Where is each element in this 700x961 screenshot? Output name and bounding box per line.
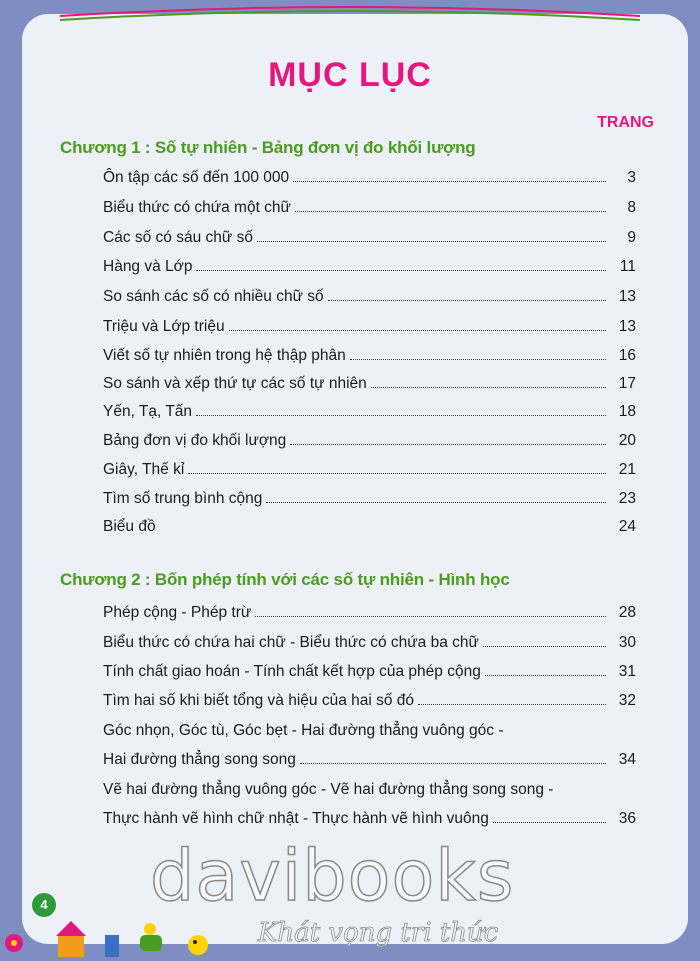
toc-item-page: 18 (618, 403, 636, 420)
toc-item-text: Biểu đồ (103, 518, 156, 535)
toc-item-page: 32 (618, 692, 636, 709)
toc-item-page: 16 (618, 347, 636, 364)
dot-leader (188, 473, 606, 474)
toc-item[interactable] (103, 686, 636, 710)
toc-item-text: Triệu và Lớp triệu (103, 318, 225, 335)
toc-item[interactable] (103, 775, 636, 799)
toc-item-page: 24 (618, 518, 636, 535)
page-title: MỤC LỤC (268, 56, 432, 94)
toc-item-text: Hai đường thẳng song song (103, 751, 296, 768)
toc-item-page: 20 (618, 432, 636, 449)
dot-leader (371, 387, 606, 388)
dot-leader (266, 502, 606, 503)
toc-item[interactable] (103, 341, 636, 365)
toc-item-text: So sánh và xếp thứ tự các số tự nhiên (103, 375, 367, 392)
toc-item[interactable] (103, 163, 636, 187)
dot-leader (493, 822, 606, 823)
toc-item-text: Giây, Thế kỉ (103, 461, 185, 478)
toc-item-page: 17 (618, 375, 636, 392)
dot-leader (257, 241, 606, 242)
toc-item[interactable] (103, 282, 636, 306)
toc-item-page: 23 (618, 490, 636, 507)
dot-leader (300, 763, 606, 764)
toc-item[interactable] (103, 193, 636, 217)
dot-leader (295, 211, 606, 212)
dot-leader (328, 300, 606, 301)
toc-item[interactable] (103, 455, 636, 479)
toc-item[interactable] (103, 512, 636, 536)
toc-item[interactable] (103, 745, 636, 769)
toc-item-page: 30 (618, 634, 636, 651)
page-column-label: TRANG (597, 114, 654, 131)
toc-item-page: 11 (619, 258, 636, 275)
chapter-1-title: Chương 1 : Số tự nhiên - Bảng đơn vị đo khối lượng (60, 138, 476, 157)
toc-item-text: Tìm số trung bình cộng (103, 490, 263, 507)
page-number-badge: 4 (32, 893, 56, 917)
toc-item[interactable] (103, 397, 636, 421)
toc-item-text: Phép cộng - Phép trừ (103, 604, 252, 621)
toc-item[interactable] (103, 484, 636, 508)
toc-item-page: 21 (618, 461, 636, 478)
watermark-brand: davibooks (150, 835, 515, 917)
dot-leader (418, 704, 606, 705)
toc-item-page: 13 (618, 318, 636, 335)
toc-item-page: 13 (618, 288, 636, 305)
toc-item-page: 31 (618, 663, 636, 680)
dot-leader (350, 359, 606, 360)
toc-item-text: Ôn tập các số đến 100 000 (103, 169, 290, 186)
dot-leader (290, 444, 606, 445)
dot-leader (485, 675, 606, 676)
top-decoration-lines (0, 0, 700, 30)
dot-leader (196, 270, 606, 271)
dot-leader (196, 415, 606, 416)
toc-item-text: Các số có sáu chữ số (103, 229, 253, 246)
toc-item-text: Yến, Tạ, Tấn (103, 403, 193, 420)
toc-item-page: 8 (627, 199, 636, 216)
toc-item-text: So sánh các số có nhiều chữ số (103, 288, 324, 305)
toc-item[interactable] (103, 598, 636, 622)
toc-item[interactable] (103, 369, 636, 393)
toc-item-text: Góc nhọn, Góc tù, Góc bẹt - Hai đường thẳng vuông góc - (103, 722, 504, 739)
toc-item[interactable] (103, 657, 636, 681)
toc-item[interactable] (103, 628, 636, 652)
watermark-slogan: Khát vọng tri thức (258, 918, 499, 948)
toc-item-text: Bảng đơn vị đo khối lượng (103, 432, 287, 449)
toc-item-page: 34 (618, 751, 636, 768)
dot-leader (293, 181, 606, 182)
toc-item-text: Viết số tự nhiên trong hệ thập phân (103, 347, 346, 364)
toc-item[interactable] (103, 804, 636, 828)
dot-leader (255, 616, 606, 617)
toc-item-text: Hàng và Lớp (103, 258, 193, 275)
toc-item-page: 28 (618, 604, 636, 621)
toc-item[interactable] (103, 426, 636, 450)
toc-item-text: Vẽ hai đường thẳng vuông góc - Vẽ hai đường thẳng song song - (103, 781, 554, 798)
chapter-2-title: Chương 2 : Bốn phép tính với các số tự nhiên - Hình học (60, 570, 510, 589)
toc-item-text: Biểu thức có chứa một chữ (103, 199, 291, 216)
toc-item[interactable] (103, 223, 636, 247)
toc-item-page: 9 (627, 229, 636, 246)
toc-item-page: 3 (627, 169, 636, 186)
toc-item-text: Thực hành vẽ hình chữ nhật - Thực hành vẽ hình vuông (103, 810, 489, 827)
dot-leader (229, 330, 606, 331)
toc-item[interactable] (103, 252, 636, 276)
toc-item-text: Biểu thức có chứa hai chữ - Biểu thức có chứa ba chữ (103, 634, 479, 651)
toc-item-text: Tìm hai số khi biết tổng và hiệu của hai số đó (103, 692, 415, 709)
toc-item-page: 36 (618, 810, 636, 827)
toc-item-text: Tính chất giao hoán - Tính chất kết hợp của phép cộng (103, 663, 481, 680)
toc-item[interactable] (103, 716, 636, 740)
dot-leader (483, 646, 606, 647)
toc-item[interactable] (103, 312, 636, 336)
